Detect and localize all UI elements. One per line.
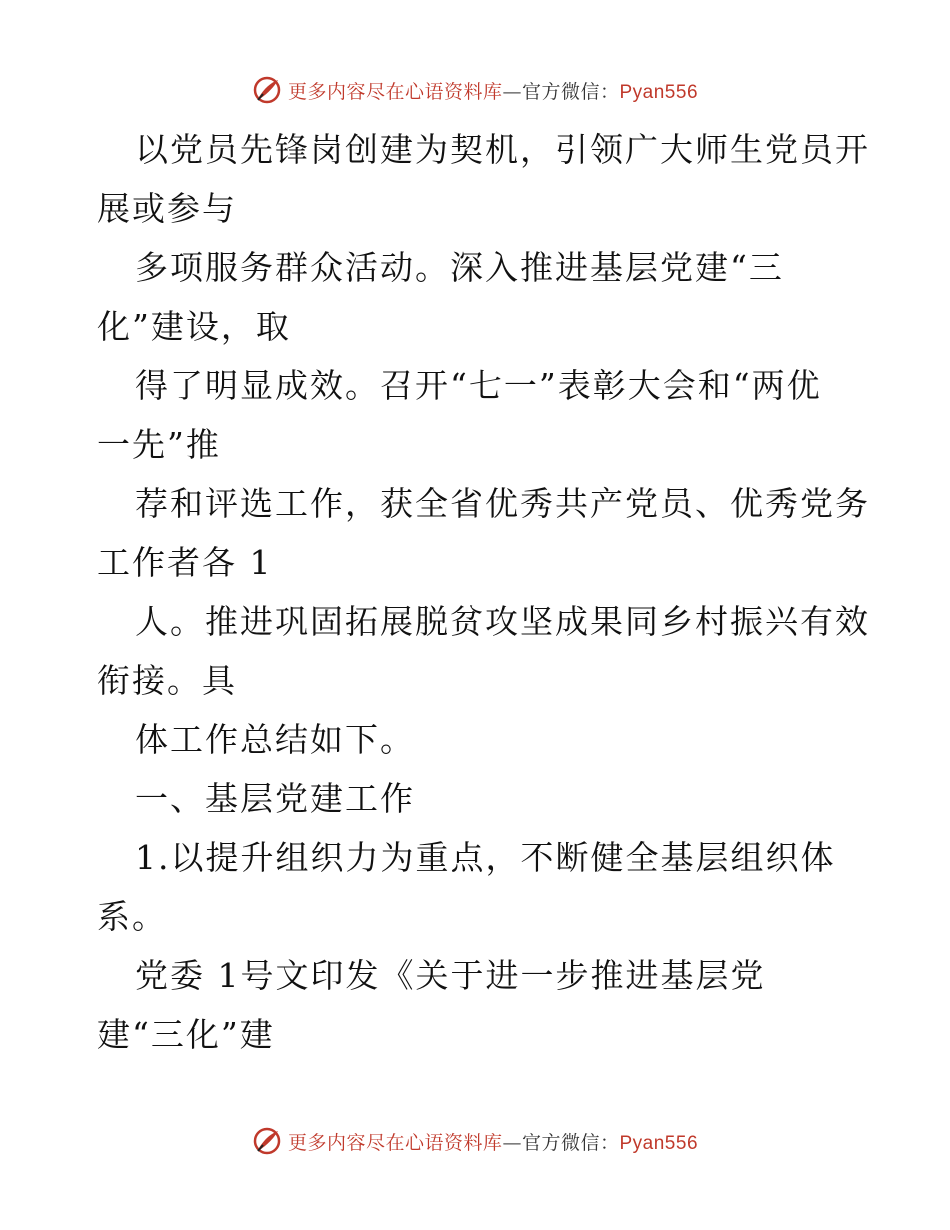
text-line: 建“三化”建 xyxy=(97,1015,275,1054)
watermark-site: 更多内容尽在心语资料库 xyxy=(287,80,503,103)
text-line: 一先”推 xyxy=(97,425,221,464)
text-line: 多项服务群众活动。深入推进基层党建“三 xyxy=(135,248,784,287)
watermark-id: Pyan556 xyxy=(619,81,699,103)
header-watermark xyxy=(0,70,950,110)
watermark-dash: — xyxy=(502,1131,522,1154)
text-line: 党委 1号文印发《关于进一步推进基层党 xyxy=(135,956,766,995)
text-line: 得了明显成效。召开“七一”表彰大会和“两优 xyxy=(135,366,822,405)
section-heading: 一、基层党建工作 xyxy=(135,779,415,818)
text-line: 工作者各 1 xyxy=(97,543,273,582)
watermark-text xyxy=(288,77,698,104)
text-line: 化”建设，取 xyxy=(97,307,291,346)
watermark-official: 官方微信： xyxy=(521,1131,620,1154)
watermark-id: Pyan556 xyxy=(619,1132,699,1154)
text-line: 1.以提升组织力为重点，不断健全基层组织体 xyxy=(135,838,836,877)
watermark-official: 官方微信： xyxy=(521,80,620,103)
watermark-text xyxy=(288,1128,698,1155)
watermark-site: 更多内容尽在心语资料库 xyxy=(287,1131,503,1154)
document-body xyxy=(97,120,870,1064)
text-line: 荐和评选工作，获全省优秀共产党员、优秀党务 xyxy=(135,484,870,523)
watermark-dash: — xyxy=(502,80,522,103)
text-line: 衔接。具 xyxy=(97,661,237,700)
quill-logo-icon xyxy=(252,75,282,105)
text-line: 以党员先锋岗创建为契机，引领广大师生党员开 xyxy=(135,130,870,169)
quill-logo-icon xyxy=(252,1126,282,1156)
text-line: 人。推进巩固拓展脱贫攻坚成果同乡村振兴有效 xyxy=(135,602,870,641)
text-line: 展或参与 xyxy=(97,189,237,228)
text-line: 系。 xyxy=(97,897,167,936)
footer-watermark xyxy=(0,1121,950,1161)
text-line: 体工作总结如下。 xyxy=(135,720,415,759)
